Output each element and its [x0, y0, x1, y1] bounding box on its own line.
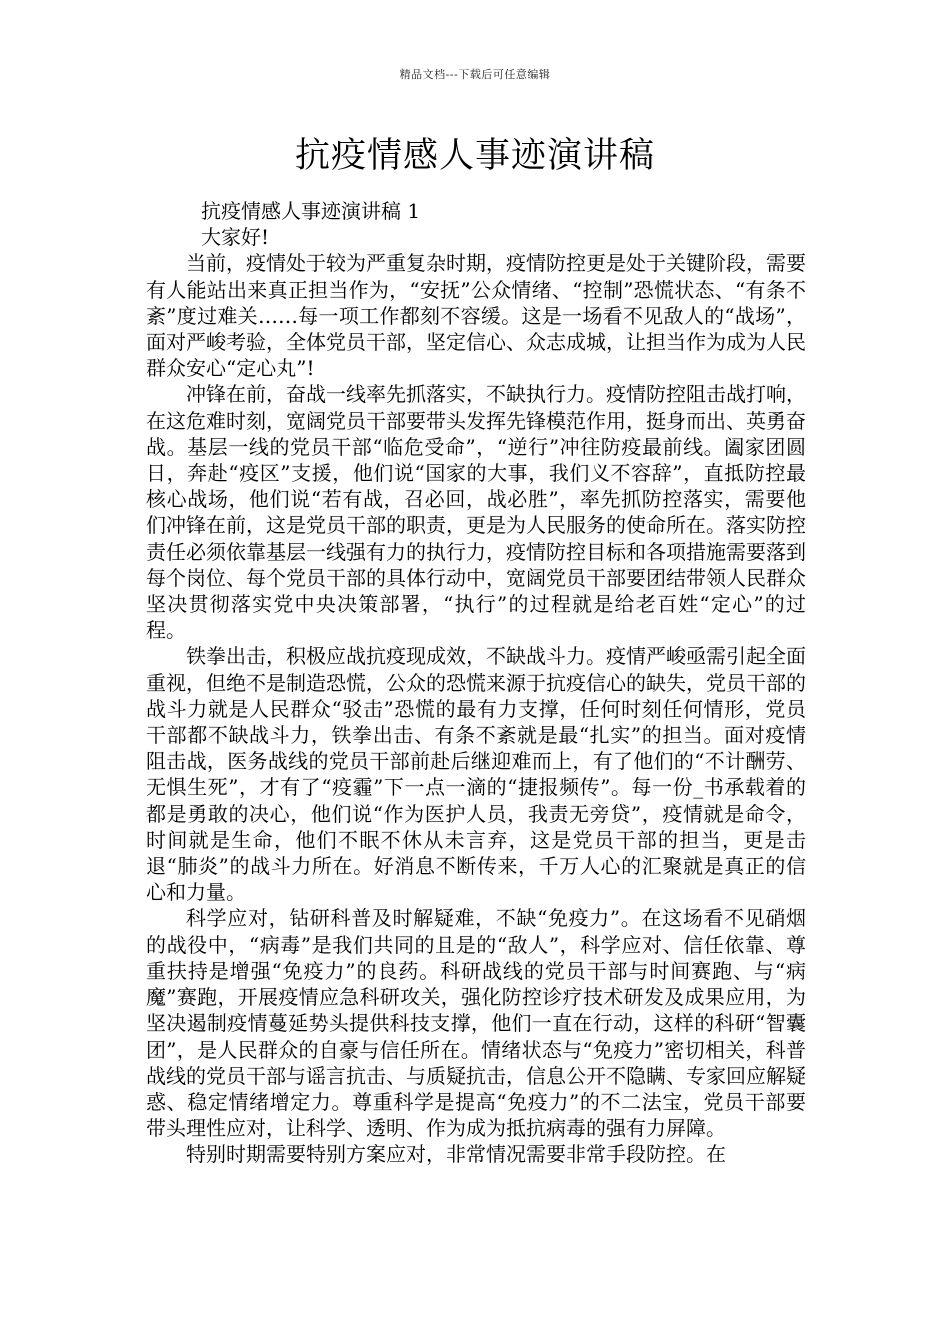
greeting: 大家好! — [201, 225, 270, 250]
header-note: 精品文档---下载后可任意编辑 — [399, 68, 551, 81]
document-subtitle: 抗疫情感人事迹演讲稿 1 — [201, 199, 421, 223]
document-title: 抗疫情感人事迹演讲稿 — [294, 136, 655, 176]
paragraph: 当前，疫情处于较为严重复杂时期，疫情防控更是处于关键阶段，需要有人能站出来真正担当作为，“安抚”公众情绪、“控制”恐慌状态、“有条不紊”度过难关……每一项工作都刻不容缓。这是一场看不见敌人的“战场”，面对严峻考验，全体党员干部，坚定信心、众志成城，让担当作为成为人民群众安心“定心丸”! — [146, 251, 806, 381]
paragraph: 铁拳出击，积极应战抗疫现成效，不缺战斗力。疫情严峻亟需引起全面重视，但绝不是制造恐慌，公众的恐慌来源于抗疫信心的缺失，党员干部的战斗力就是人民群众“驳击”恐慌的最有力支撑，任何时刻任何情形，党员干部都不缺战斗力，铁拳出击、有条不紊就是最“扎实”的担当。面对疫情阻击战，医务战线的党员干部前赴后继迎难而上，有了他们的“不计酬劳、无惧生死”，才有了“疫霾”下一点一滴的“捷报频传”。每一份_书承载着的都是勇敢的决心，他们说“作为医护人员，我责无旁贷”，疫情就是命令，时间就是生命，他们不眠不休从未言弃，这是党员干部的担当，更是击退“肺炎”的战斗力所在。好消息不断传来，千万人心的汇聚就是真正的信心和力量。 — [146, 644, 806, 905]
document-body — [146, 198, 806, 1168]
paragraph: 特别时期需要特别方案应对，非常情况需要非常手段防控。在 — [186, 1142, 726, 1167]
paragraph: 科学应对，钻研科普及时解疑难，不缺“免疫力”。在这场看不见硝烟的战役中，“病毒”是我们共同的且是的“敌人”，科学应对、信任依靠、尊重扶持是增强“免疫力”的良药。科研战线的党员干部与时间赛跑、与“病魔”赛跑，开展疫情应急科研攻关，强化防控诊疗技术研发及成果应用，为坚决遏制疫情蔓延势头提供科技支撑，他们一直在行动，这样的科研“智囊团”，是人民群众的自豪与信任所在。情绪状态与“免疫力”密切相关，科普战线的党员干部与谣言抗击、与质疑抗击，信息公开不隐瞒、专家回应解疑惑、稳定情绪增定力。尊重科学是提高“免疫力”的不二法宝，党员干部要带头理性应对，让科学、透明、作为成为抵抗病毒的强有力屏障。 — [146, 906, 806, 1141]
paragraph: 冲锋在前，奋战一线率先抓落实，不缺执行力。疫情防控阻击战打响，在这危难时刻，宽阔党员干部要带头发挥先锋模范作用，挺身而出、英勇奋战。基层一线的党员干部“临危受命”，“逆行”冲往防疫最前线。阖家团圆日，奔赴“疫区”支援，他们说“国家的大事，我们义不容辞”，直抵防控最核心战场，他们说“若有战，召必回，战必胜”，率先抓防控落实，需要他们冲锋在前，这是党员干部的职责，更是为人民服务的使命所在。落实防控责任必须依靠基层一线强有力的执行力，疫情防控目标和各项措施需要落到每个岗位、每个党员干部的具体行动中，宽阔党员干部要团结带领人民群众坚决贯彻落实党中央决策部署，“执行”的过程就是给老百姓“定心”的过程。 — [146, 382, 806, 643]
